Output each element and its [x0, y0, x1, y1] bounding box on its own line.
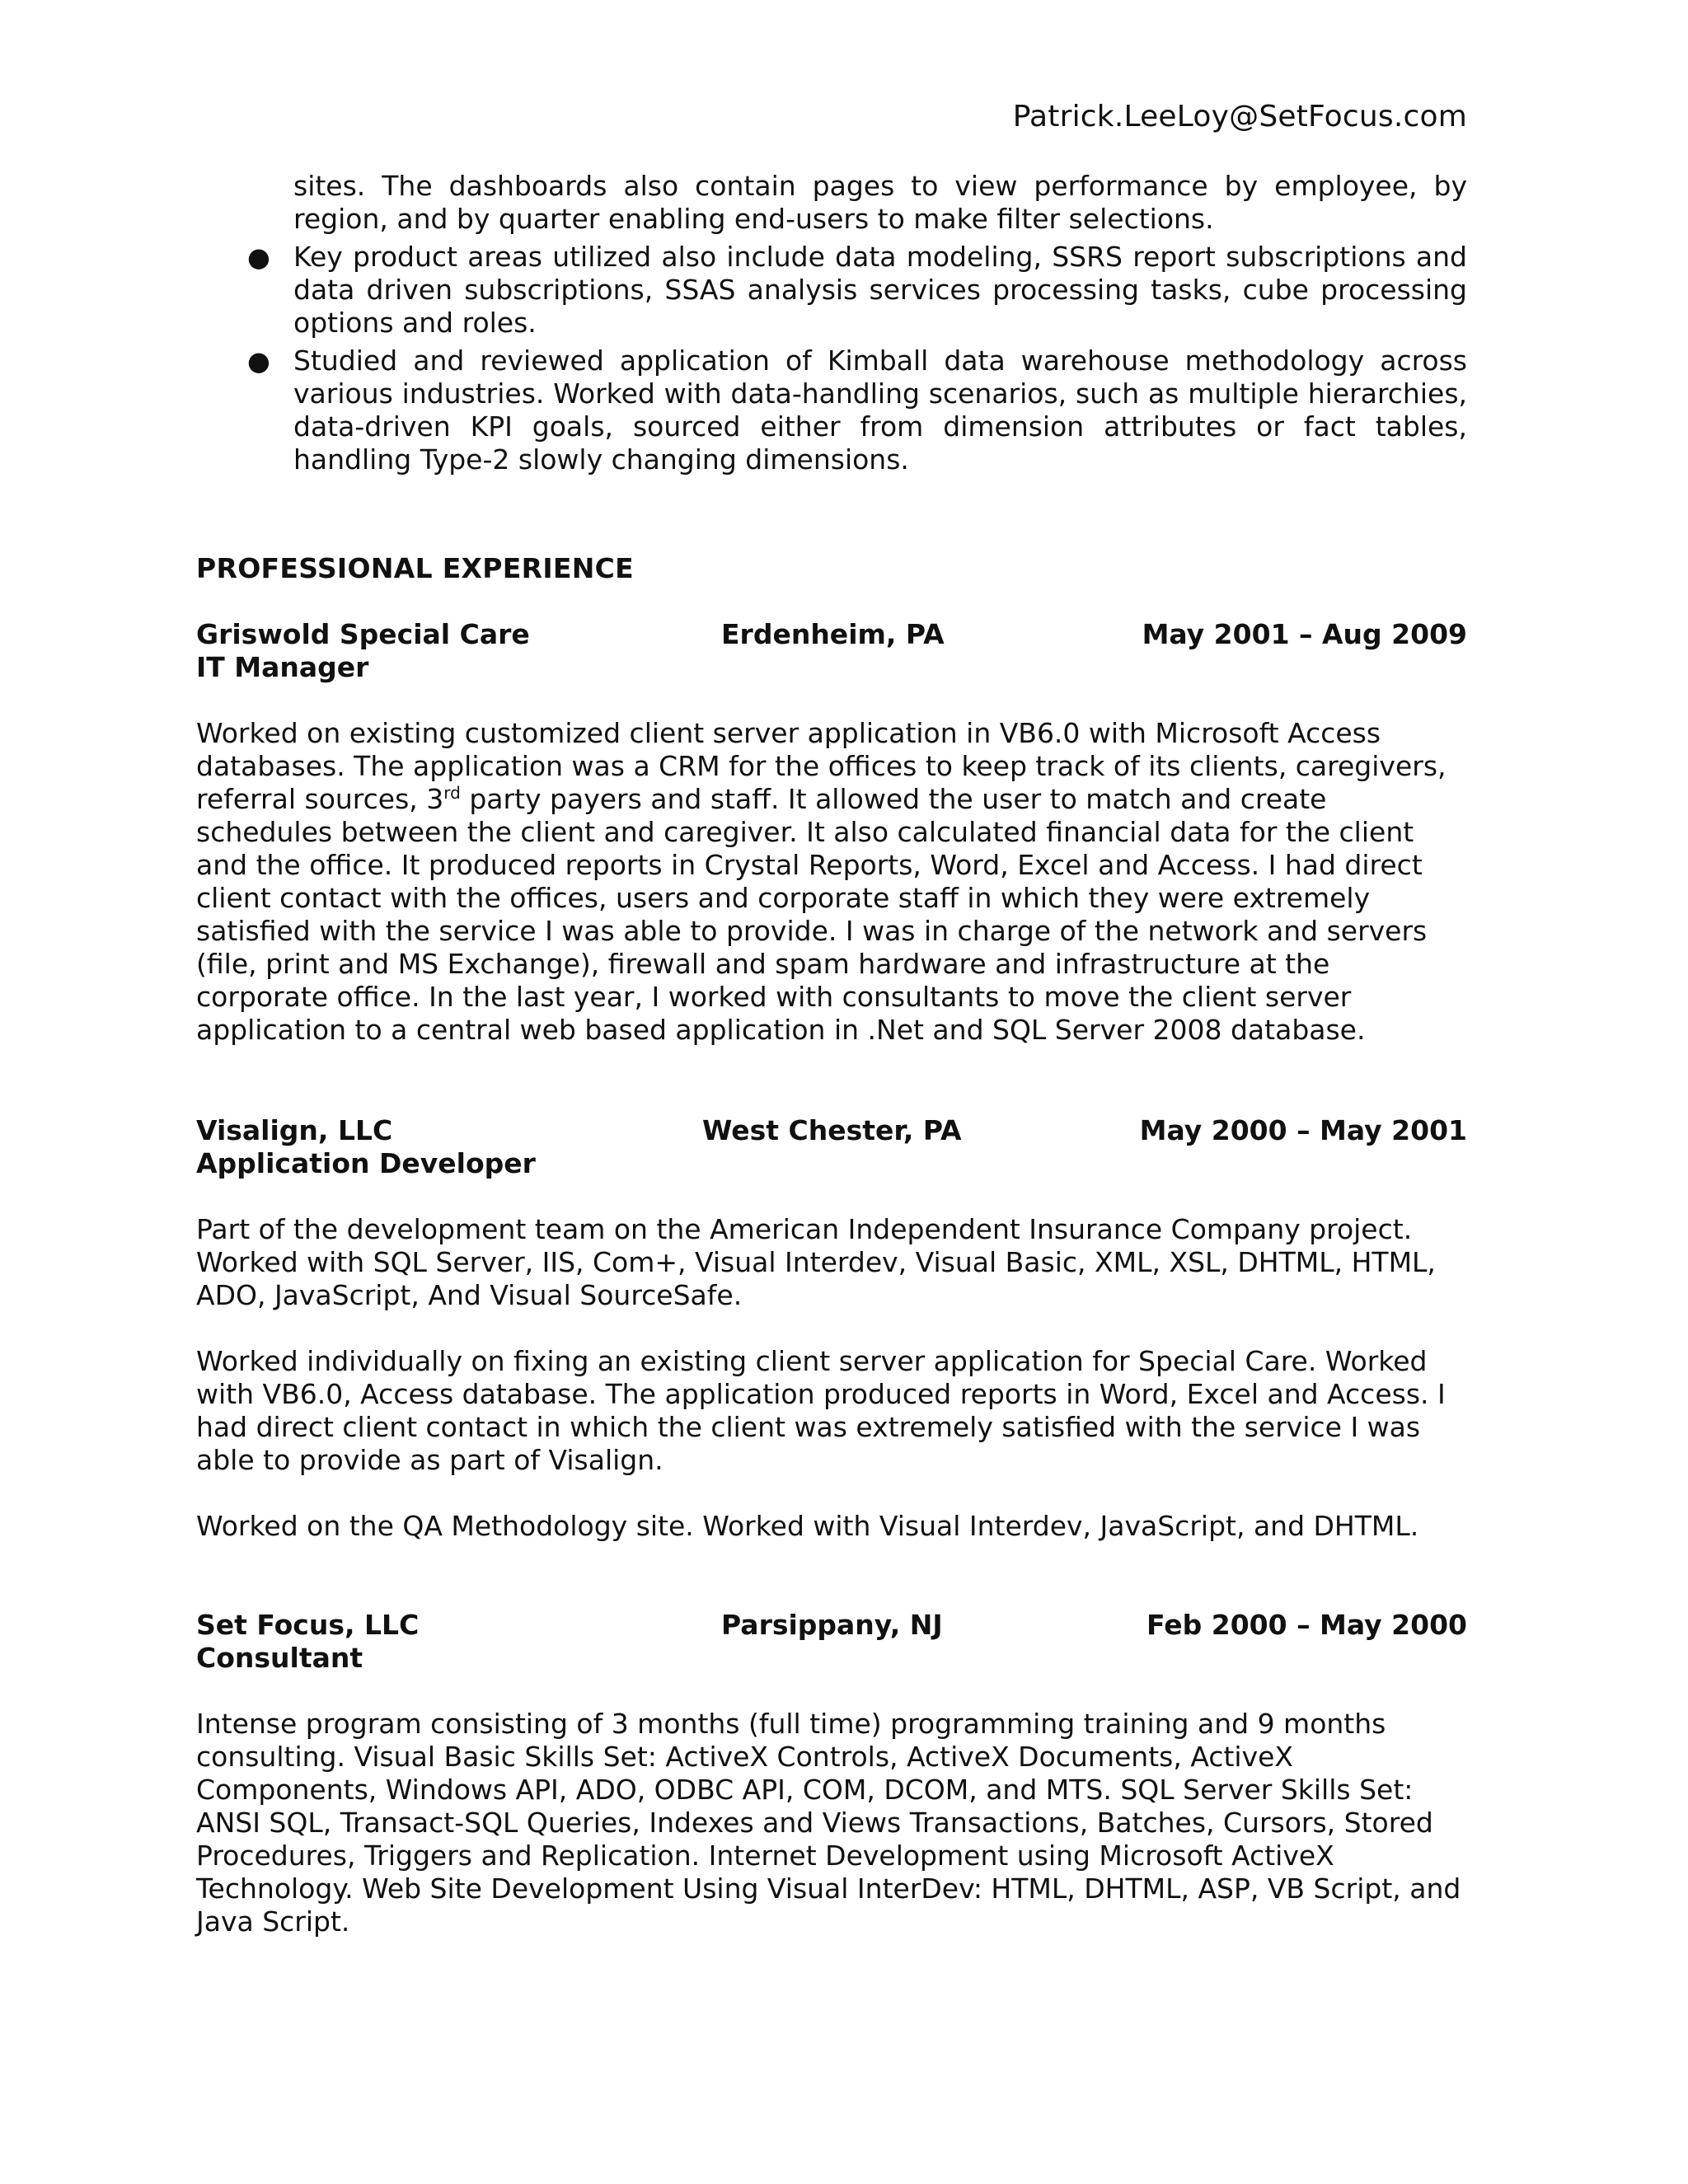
job-header	[196, 1609, 1467, 1642]
section-title-experience: PROFESSIONAL EXPERIENCE	[196, 552, 635, 584]
job-dates: May 2001 – Aug 2009	[1142, 618, 1467, 650]
bullet-item	[196, 241, 1467, 340]
job-description: Worked on the QA Methodology site. Worked with Visual Interdev, JavaScript, and DHTML.	[196, 1510, 1419, 1542]
job-title: Consultant	[196, 1642, 363, 1674]
job-entry-visalign	[196, 1114, 1467, 1576]
bullet-item	[196, 344, 1467, 476]
job-location: Erdenheim, PA	[721, 618, 945, 650]
contact-email[interactable]: Patrick.LeeLoy@SetFocus.com	[1012, 100, 1467, 134]
job-location: Parsippany, NJ	[721, 1609, 943, 1641]
skills-bullet-list	[196, 170, 1467, 481]
job-header	[196, 618, 1467, 651]
job-header	[196, 1114, 1467, 1147]
job-title: Application Developer	[196, 1147, 536, 1179]
bullet-text: Studied and reviewed application of Kimball data warehouse methodology across various industries. Worked with data-handling scenarios, such as multiple hierarchies, data-driven KPI goals, sourced either from dimension attributes or fact tables, handling Type-2 slowly changing dimensions.	[293, 344, 1467, 476]
job-title: IT Manager	[196, 651, 369, 683]
job-entry-setfocus	[196, 1609, 1467, 1971]
job-dates: May 2000 – May 2001	[1139, 1114, 1467, 1146]
bullet-text: Key product areas utilized also include data modeling, SSRS report subscriptions and data driven subscriptions, SSAS analysis services processing tasks, cube processing options and roles.	[293, 241, 1467, 339]
job-dates: Feb 2000 – May 2000	[1146, 1609, 1467, 1641]
job-description: Intense program consisting of 3 months (full time) programming training and 9 months consulting. Visual Basic Skills Set: ActiveX Controls, ActiveX Documents, ActiveX Components, Windows API, ADO, ODBC API, COM, DCOM, and MTS. SQL Server Skills Set: ANSI SQL, Transact-SQL Queries, Indexes and Views Transactions, Batches, Cursors, Stored Procedures, Triggers and Replication. Internet Development using Microsoft ActiveX Technology. Web Site Development Using Visual InterDev: HTML, DHTML, ASP, VB Script, and Java Script.	[196, 1708, 1461, 1938]
ordinal-suffix: rd	[443, 783, 461, 803]
bullet-continuation-text: sites. The dashboards also contain pages to view performance by employee, by region, and by quarter enabling end-users to make filter selections.	[293, 170, 1467, 235]
job-description: Part of the development team on the American Independent Insurance Company project. Worked with SQL Server, IIS, Com+, Visual Interdev, Visual Basic, XML, XSL, DHTML, HTML, ADO, JavaScript, And Visual SourceSafe.	[196, 1213, 1436, 1311]
job-location: West Chester, PA	[702, 1114, 962, 1146]
job-company: Griswold Special Care	[196, 618, 530, 650]
job-company: Set Focus, LLC	[196, 1609, 420, 1641]
job-description: Worked individually on fixing an existing client server application for Special Care. Worked with VB6.0, Access database. The application produced reports in Word, Excel and Access. I had direct client contact in which the client was extremely satisfied with the service I was able to provide as part of Visalign.	[196, 1345, 1446, 1476]
job-company: Visalign, LLC	[196, 1114, 393, 1146]
bullet-dot-icon: ●	[247, 241, 270, 273]
job-description	[196, 717, 1467, 1047]
job-description-part: Worked on existing customized client server application in VB6.0 with Microsoft Access databases. The application was a CRM for the offices to keep track of its clients, caregivers, referral sources, 3	[196, 717, 1447, 815]
job-entry-griswold	[196, 618, 1467, 1080]
job-description-part: party payers and staff. It allowed the user to match and create schedules between the client and caregiver. It also calculated financial data for the client and the office. It produced reports in Crystal Reports, Word, Excel and Access. I had direct client contact with the offices, users and corporate staff in which they were extremely satisfied with the service I was able to provide. I was in charge of the network and servers (file, print and MS Exchange), firewall and spam hardware and infrastructure at the corporate office. In the last year, I worked with consultants to move the client server application to a central web based application in .Net and SQL Server 2008 database.	[196, 783, 1428, 1046]
bullet-dot-icon: ●	[247, 345, 270, 377]
